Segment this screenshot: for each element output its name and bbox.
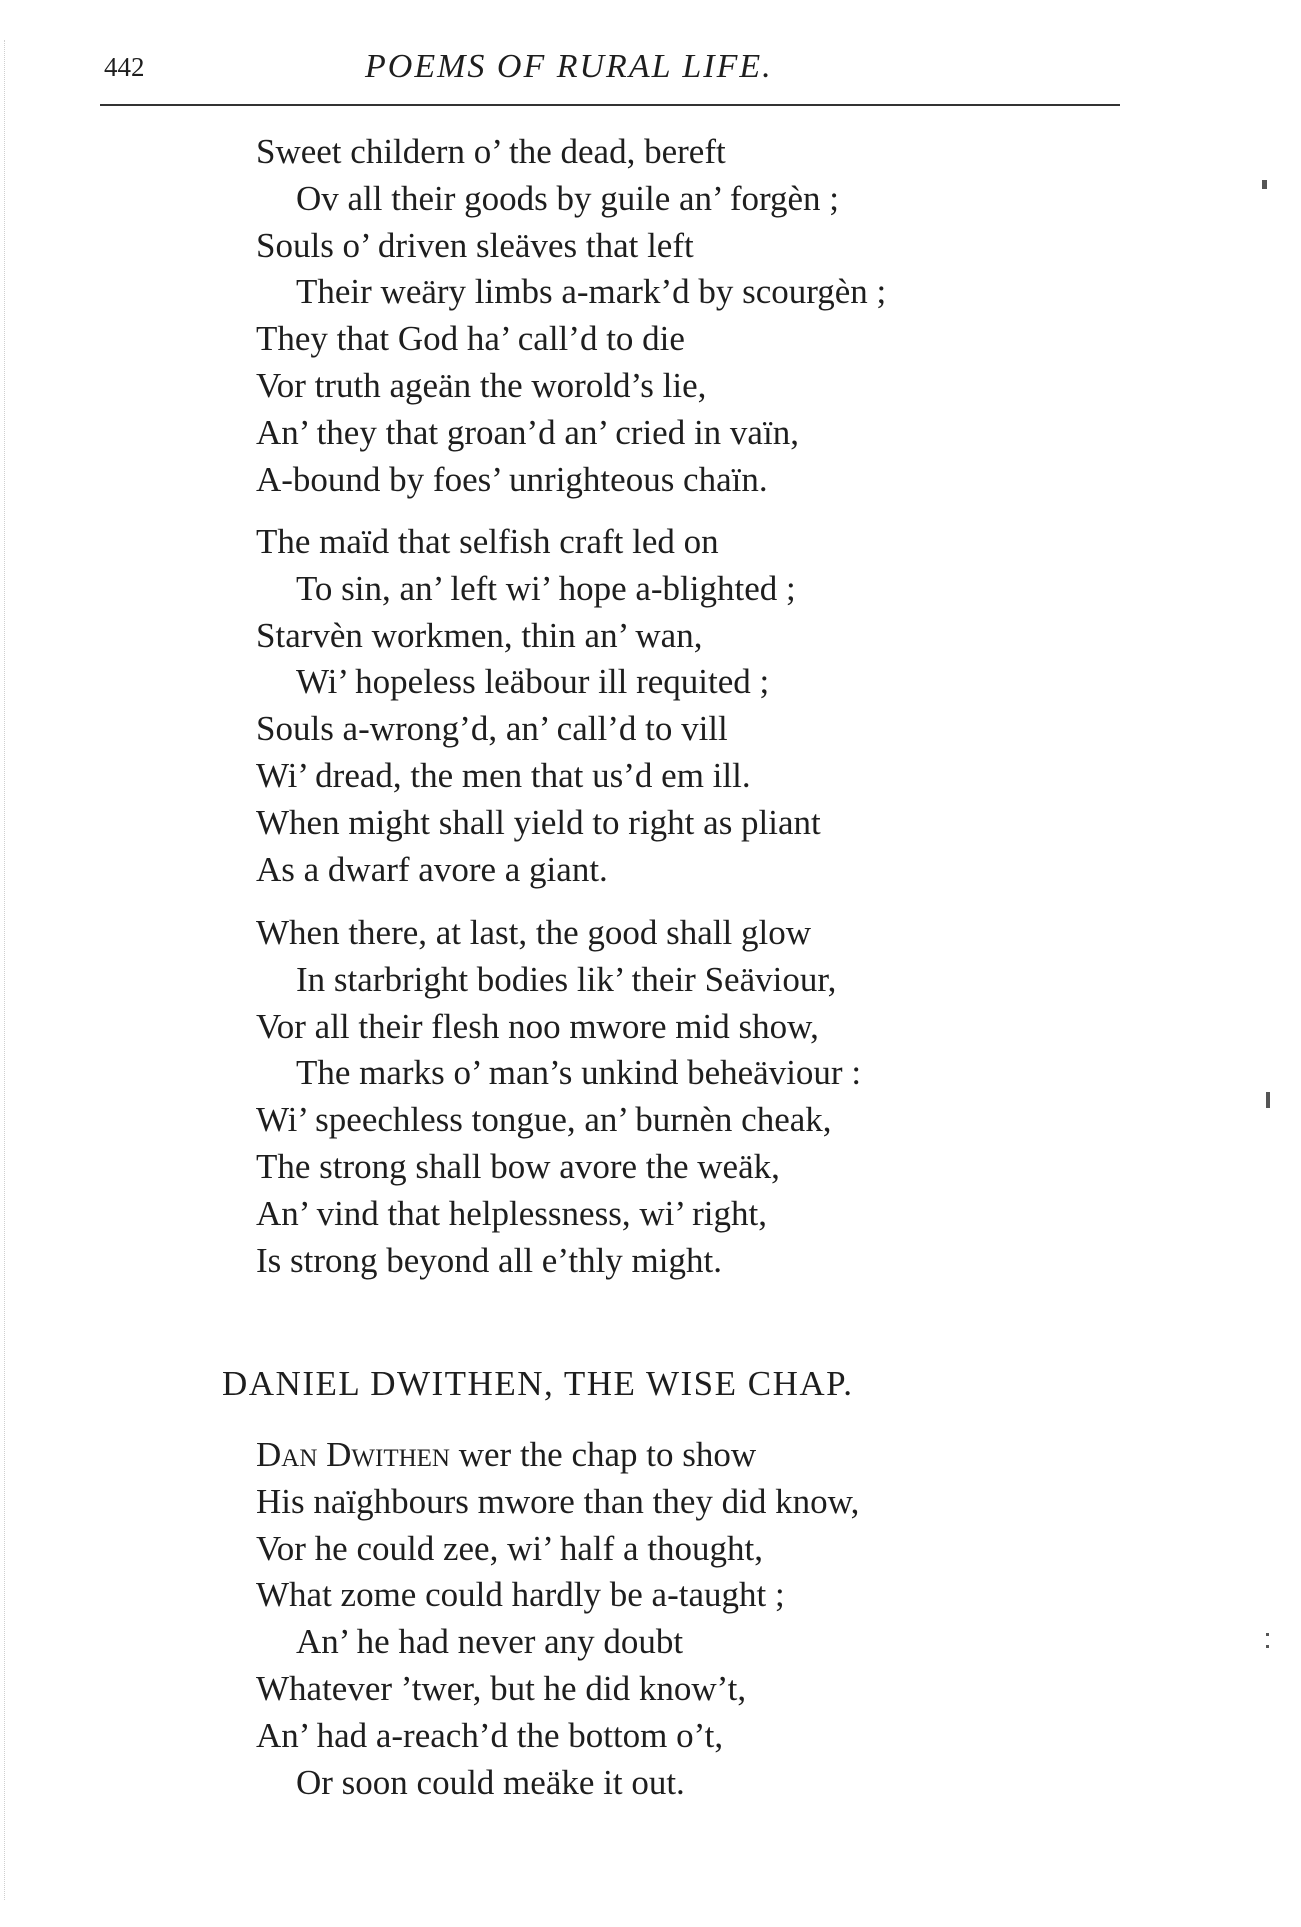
verse-line: What zome could hardly be a-taught ;	[256, 1575, 785, 1615]
verse-line: An’ he had never any doubt	[296, 1622, 684, 1662]
running-title: POEMS OF RURAL LIFE.	[365, 48, 773, 85]
stanza-3	[256, 910, 1156, 1284]
verse-line: Vor truth ageän the worold’s lie,	[256, 365, 707, 405]
verse-line: Souls a-wrong’d, an’ call’d to vill	[256, 709, 728, 749]
verse-line: The marks o’ man’s unkind beheäviour :	[296, 1053, 862, 1093]
verse-line: An’ vind that helplessness, wi’ right,	[256, 1193, 767, 1233]
verse-line: As a dwarf avore a giant.	[256, 849, 608, 889]
opening-small-caps: Dan Dwithen	[256, 1435, 450, 1474]
gutter-edge	[4, 40, 5, 1900]
verse-line: Vor he could zee, wi’ half a thought,	[256, 1528, 764, 1568]
verse-line: Or soon could meäke it out.	[296, 1762, 685, 1802]
verse-line: To sin, an’ left wi’ hope a-blighted ;	[296, 568, 796, 608]
poem-title: DANIEL DWITHEN, THE WISE CHAP.	[222, 1364, 854, 1403]
stanza-2	[256, 519, 1156, 893]
verse-line: The strong shall bow avore the weäk,	[256, 1146, 780, 1186]
verse-line: Wi’ hopeless leäbour ill requited ;	[296, 662, 770, 702]
scan-speck	[1266, 1092, 1270, 1108]
verse-line: The maïd that selfish craft led on	[256, 522, 719, 561]
verse-line: Their weäry limbs a-mark’d by scourgèn ;	[296, 272, 887, 312]
verse-line: Wi’ dread, the men that us’d em ill.	[256, 755, 751, 795]
verse-line: Is strong beyond all e’thly might.	[256, 1240, 722, 1280]
verse-line: An’ they that groan’d an’ cried in vaïn,	[256, 412, 799, 452]
verse-line: When might shall yield to right as pliant	[256, 802, 821, 842]
verse-line: Ov all their goods by guile an’ forgèn ;	[296, 178, 840, 218]
verse-line: Sweet childern o’ the dead, bereft	[256, 132, 726, 171]
header-rule	[100, 104, 1120, 106]
verse-line: Starvèn workmen, thin an’ wan,	[256, 615, 703, 655]
verse-line: A-bound by foes’ unrighteous chaïn.	[256, 459, 768, 499]
verse-line-opening	[256, 1432, 1156, 1479]
page-number: 442	[104, 52, 145, 82]
verse-line: They that God ha’ call’d to die	[256, 319, 685, 359]
verse-line: An’ had a-reach’d the bottom o’t,	[256, 1715, 724, 1755]
verse-line: Whatever ’twer, but he did know’t,	[256, 1668, 747, 1708]
verse-line: In starbright bodies lik’ their Seäviour,	[296, 959, 837, 999]
stanza-1	[256, 129, 1156, 503]
scan-speck	[1262, 180, 1267, 189]
verse-line: Wi’ speechless tongue, an’ burnèn cheak,	[256, 1100, 832, 1140]
scan-speck	[1266, 1633, 1269, 1636]
verse-line: Vor all their flesh noo mwore mid show,	[256, 1006, 819, 1046]
stanza-second-poem	[256, 1432, 1156, 1806]
verse-line: His naïghbours mwore than they did know,	[256, 1481, 860, 1521]
scan-speck	[1266, 1645, 1269, 1648]
first-line-rest: wer the chap to show	[449, 1435, 757, 1474]
verse-line: Souls o’ driven sleäves that left	[256, 225, 694, 265]
verse-line: When there, at last, the good shall glow	[256, 913, 811, 952]
